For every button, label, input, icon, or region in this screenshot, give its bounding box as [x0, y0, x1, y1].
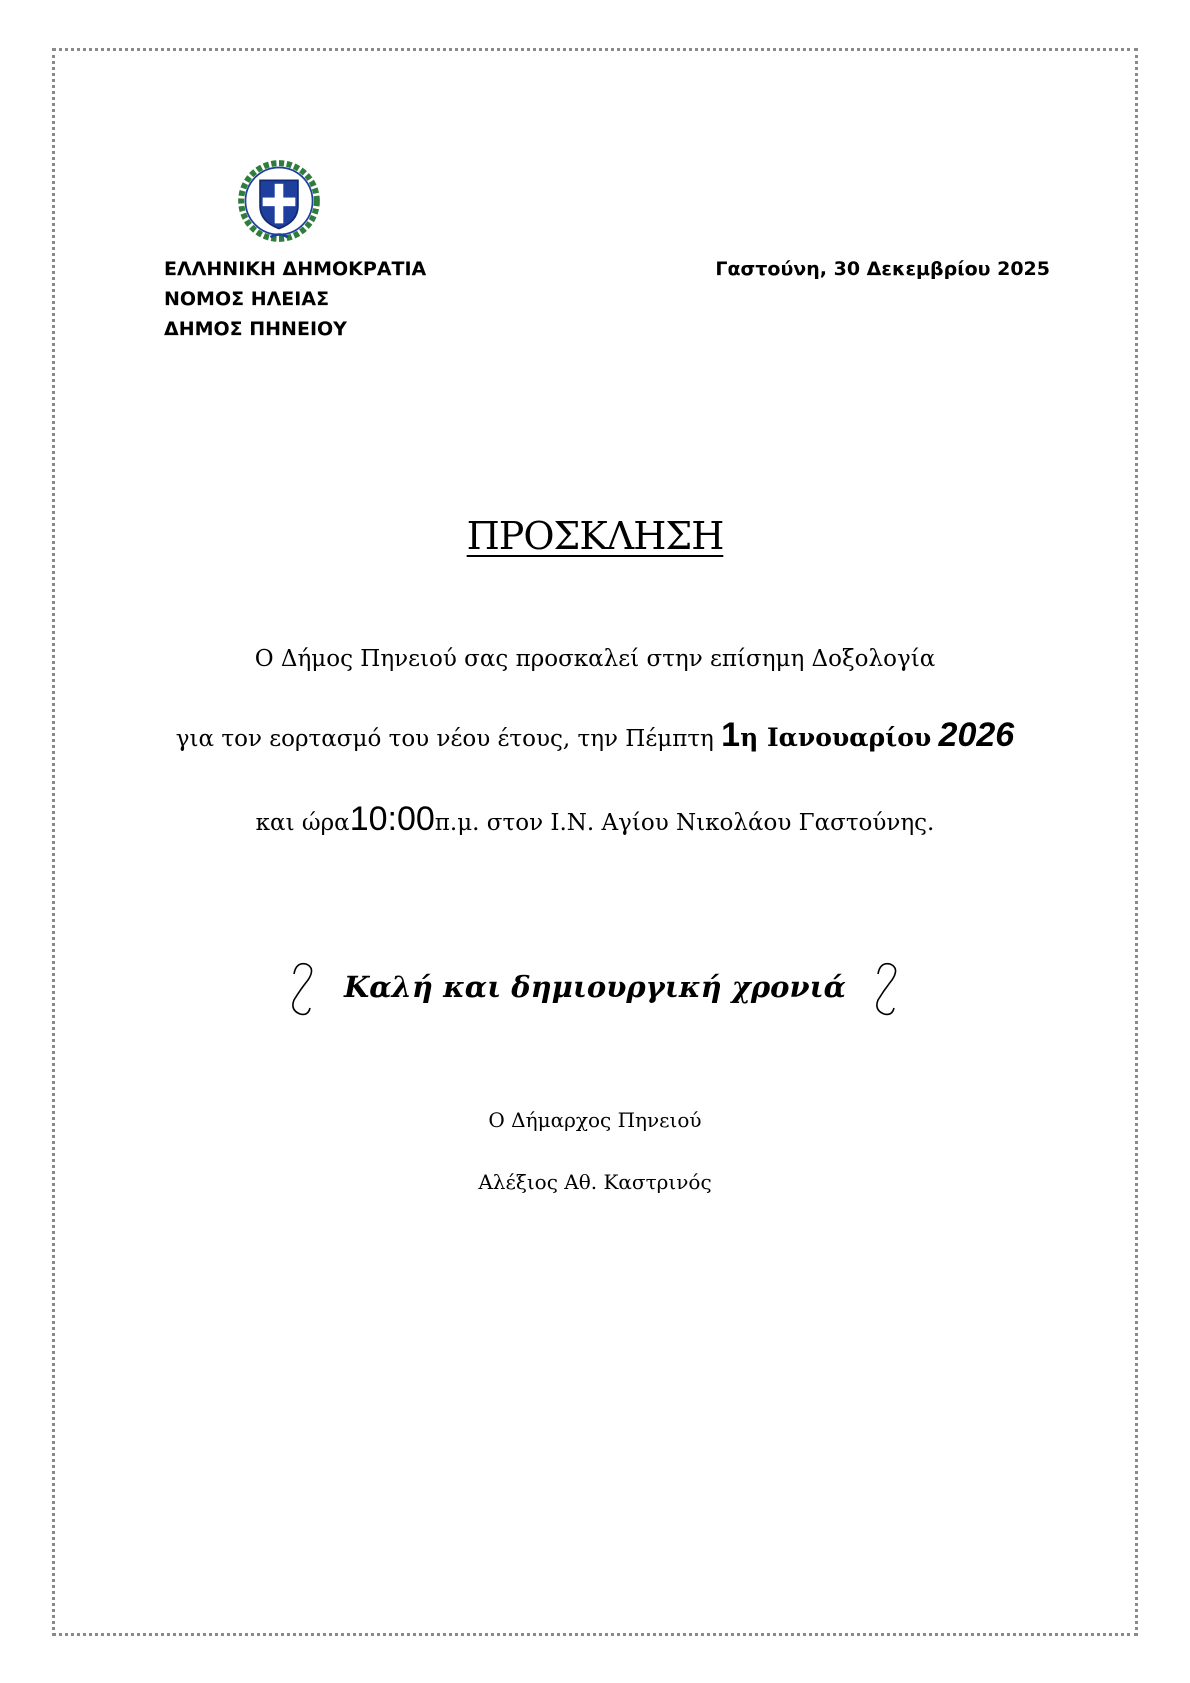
issuer-line-country: ΕΛΛΗΝΙΚΗ ΔΗΜΟΚΡΑΤΙΑ [164, 258, 427, 280]
body-line-2 [0, 716, 1190, 755]
document-date: Γαστούνη, 30 Δεκεμβρίου 2025 [715, 258, 1050, 280]
issuer-line-municipality: ΔΗΜΟΣ ΠΗΝΕΙΟΥ [164, 318, 347, 340]
issuer-block [164, 254, 426, 344]
signature-role: Ο Δήμαρχος Πηνειού [488, 1108, 702, 1132]
body-line-2-text: για τον εορτασμό του νέου έτους, την Πέμπτη [175, 726, 722, 752]
body-line-1: Ο Δήμος Πηνειού σας προσκαλεί στην επίσημη Δοξολογία [254, 646, 936, 672]
event-month: η Ιανουαρίου [740, 723, 932, 752]
body-line-3 [0, 800, 1190, 839]
event-day: 1 [721, 716, 741, 754]
body-line-3-suffix: π.μ. στον Ι.Ν. Αγίου Νικολάου Γαστούνης. [434, 810, 935, 836]
page-title: ΠΡΟΣΚΛΗΣΗ [466, 514, 724, 558]
body-line-3-prefix: και ώρα [255, 810, 350, 836]
issuer-line-prefecture: ΝΟΜΟΣ ΗΛΕΙΑΣ [164, 288, 330, 310]
flourish-left-icon [286, 960, 320, 1018]
greeting [0, 960, 1190, 1018]
event-time: 10:00 [349, 800, 435, 838]
greek-coat-of-arms-icon [236, 158, 322, 244]
flourish-right-icon [870, 960, 904, 1018]
greeting-text: Καλή και δημιουργική χρονιά [344, 970, 846, 1004]
signature-name: Αλέξιος Αθ. Καστρινός [478, 1170, 712, 1194]
event-year: 2026 [938, 716, 1015, 754]
